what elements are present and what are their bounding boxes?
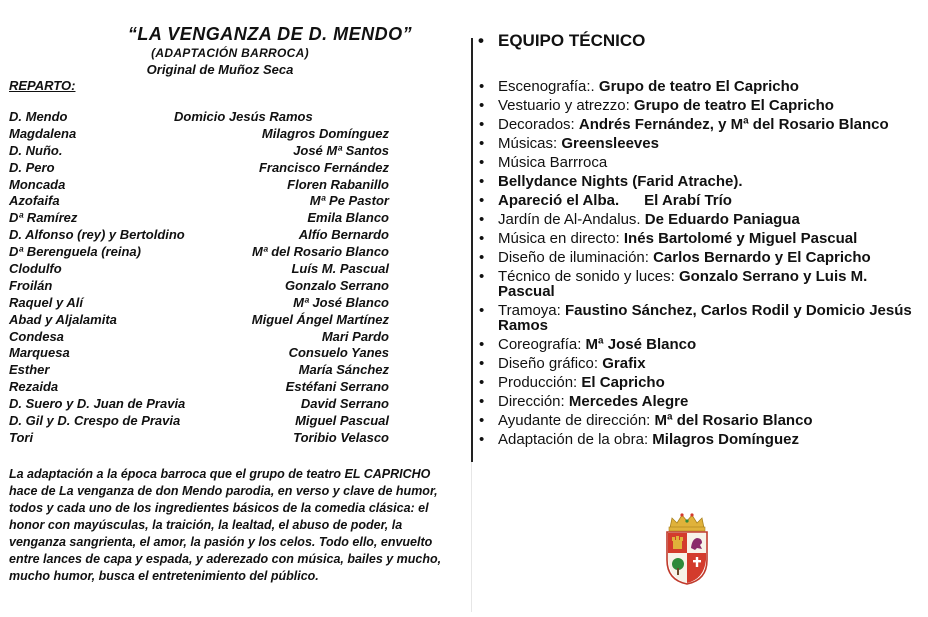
bullet-icon: •	[479, 355, 485, 372]
bullet-icon: •	[479, 135, 485, 152]
cast-role: D. Nuño.	[9, 142, 63, 158]
bullet-icon: •	[479, 393, 485, 410]
crew-label: Diseño de iluminación:	[498, 249, 654, 266]
crew-value: Faustino Sánchez, Carlos Rodil y Domicio Jesús Ramos	[498, 302, 912, 334]
bullet-icon: •	[479, 302, 485, 319]
crew-value: Mª José Blanco	[585, 336, 697, 353]
bullet-icon: •	[479, 173, 485, 190]
play-subtitle: (ADAPTACIÓN BARROCA)	[151, 46, 309, 60]
cast-role: Dª Berenguela (reina)	[9, 244, 141, 260]
cast-row	[9, 278, 389, 295]
cast-role: Dª Ramírez	[9, 210, 78, 226]
bullet-icon: •	[479, 211, 485, 228]
crew-item	[479, 413, 919, 428]
cast-list	[9, 109, 389, 447]
cast-actor: Emila Blanco	[307, 210, 389, 226]
crew-value: Grupo de teatro El Capricho	[633, 97, 834, 114]
cast-role: Abad y Aljalamita	[9, 311, 117, 327]
crew-value: Inés Bartolomé y Miguel Pascual	[623, 230, 858, 247]
crew-value: Greensleeves	[561, 135, 659, 152]
cast-role: Moncada	[9, 176, 66, 192]
cast-actor: Miguel Ángel Martínez	[251, 311, 389, 327]
cast-role: Froilán	[9, 277, 53, 293]
cast-role: Tori	[9, 429, 34, 445]
bullet-icon: •	[479, 268, 485, 285]
original-author: Original de Muñoz Seca	[146, 62, 294, 77]
crew-item	[479, 174, 919, 189]
crew-label: Técnico de sonido y luces:	[498, 268, 679, 285]
cast-row	[9, 210, 389, 227]
cast-row	[9, 430, 389, 447]
crew-label: Música en directo:	[498, 230, 624, 247]
crew-label: Escenografía:.	[498, 78, 599, 95]
crew-item	[479, 212, 919, 227]
bullet-icon: •	[479, 116, 485, 133]
bullet-icon: •	[478, 31, 484, 50]
crew-item	[479, 193, 919, 208]
bullet-icon: •	[479, 431, 485, 448]
cast-actor: Luís M. Pascual	[291, 261, 389, 277]
cast-role: Azofaifa	[9, 193, 60, 209]
crew-item	[479, 303, 919, 333]
cast-actor: Consuelo Yanes	[288, 345, 389, 361]
cast-actor: Francisco Fernández	[258, 159, 389, 175]
cast-row	[9, 396, 389, 413]
cast-row	[9, 379, 389, 396]
bullet-icon: •	[479, 374, 485, 391]
bullet-icon: •	[479, 412, 485, 429]
crew-label: Diseño gráfico:	[498, 355, 603, 372]
crew-item	[479, 98, 919, 113]
reparto-heading: REPARTO:	[9, 78, 76, 93]
cast-actor: Toribio Velasco	[293, 429, 389, 445]
cast-role: Condesa	[9, 328, 64, 344]
crew-value: Grupo de teatro El Capricho	[598, 78, 799, 95]
cast-role: Rezaida	[9, 379, 59, 395]
cast-actor: Domicio Jesús Ramos	[174, 109, 313, 124]
cast-role: Magdalena	[9, 125, 77, 141]
cast-actor: María Sánchez	[298, 362, 389, 378]
play-title: “LA VENGANZA DE D. MENDO”	[127, 24, 413, 44]
crew-item	[479, 269, 919, 299]
cast-row	[9, 160, 389, 177]
cast-actor: Gonzalo Serrano	[284, 277, 389, 293]
cast-actor: Mari Pardo	[321, 328, 389, 344]
cast-row	[9, 413, 389, 430]
column-divider	[471, 38, 473, 462]
crew-label: Dirección:	[498, 393, 569, 410]
cast-row	[9, 177, 389, 194]
cast-row	[9, 126, 389, 143]
crew-label: Ayudante de dirección:	[498, 412, 655, 429]
cast-actor: David Serrano	[300, 396, 389, 412]
crew-value: Milagros Domínguez	[652, 431, 799, 448]
crew-label: Música Barrroca	[498, 154, 608, 171]
bullet-icon: •	[479, 97, 485, 114]
coat-of-arms-icon	[662, 512, 712, 586]
crew-item	[479, 136, 919, 151]
cast-role: D. Suero y D. Juan de Pravia	[9, 396, 186, 412]
crew-label: Decorados:	[498, 116, 579, 133]
crew-item	[479, 337, 919, 352]
cast-actor: Mª José Blanco	[293, 294, 389, 310]
adaptation-paragraph: La adaptación a la época barroca que el grupo de teatro EL CAPRICHO hace de La venganza de don Mendo parodia, en verso y clave de humor, todos y cada uno de los ingredientes básicos de la comedia clásica: el honor con mayúsculas, la traición, la lealtad, el abuso de poder, la venganza sangrienta, el amor, la pasión y los celos. Todo ello, envuelto entre lances de capa y espada, y aderezado con música, bailes y mucho, mucho humor, busca el entretenimiento del público.	[9, 467, 442, 583]
crew-value: Mercedes Alegre	[568, 393, 689, 410]
cast-actor: Estéfani Serrano	[285, 379, 389, 395]
crew-item	[479, 79, 919, 94]
cast-row	[9, 295, 389, 312]
cast-row	[9, 193, 389, 210]
bullet-icon: •	[479, 336, 485, 353]
cast-actor: Mª Pe Pastor	[309, 193, 389, 209]
cast-row	[9, 329, 389, 346]
crew-value: Mª del Rosario Blanco	[654, 412, 813, 429]
crew-label: Vestuario y atrezzo:	[498, 97, 634, 114]
cast-actor: Alfío Bernardo	[298, 227, 389, 243]
crew-label: Producción:	[498, 374, 582, 391]
cast-role: Esther	[9, 362, 50, 378]
crew-list	[479, 79, 919, 451]
crew-item	[479, 231, 919, 246]
cast-role: Clodulfo	[9, 261, 62, 277]
cast-row	[9, 362, 389, 379]
equipo-heading: EQUIPO TÉCNICO	[498, 31, 646, 50]
crew-item	[479, 117, 919, 132]
cast-actor: José Mª Santos	[293, 142, 389, 158]
bullet-icon: •	[479, 154, 485, 171]
crew-item	[479, 375, 919, 390]
cast-row	[9, 312, 389, 329]
crew-value: Grafix	[602, 355, 646, 372]
cast-actor: Mª del Rosario Blanco	[251, 244, 389, 260]
crew-value: Gonzalo Serrano y Luis M. Pascual	[498, 268, 868, 300]
cast-role: D. Mendo	[9, 109, 68, 124]
crew-label: Coreografía:	[498, 336, 586, 353]
cast-role: Marquesa	[9, 345, 70, 361]
crew-value: Andrés Fernández, y Mª del Rosario Blanco	[578, 116, 889, 133]
bullet-icon: •	[479, 249, 485, 266]
crew-label: Adaptación de la obra:	[498, 431, 653, 448]
cast-row	[9, 109, 389, 126]
crew-value: Apareció el Alba. El Arabí Trío	[498, 192, 732, 209]
crew-item	[479, 394, 919, 409]
cast-actor: Floren Rabanillo	[287, 176, 389, 192]
bullet-icon: •	[479, 192, 485, 209]
crew-label: Tramoya:	[498, 302, 565, 319]
crew-item	[479, 250, 919, 265]
crew-value: Carlos Bernardo y El Capricho	[653, 249, 871, 266]
column-divider-faint	[471, 462, 472, 612]
cast-row	[9, 143, 389, 160]
crew-item	[479, 155, 919, 170]
equipo-heading-row	[478, 31, 645, 51]
cast-row	[9, 227, 389, 244]
cast-row	[9, 345, 389, 362]
bullet-icon: •	[479, 230, 485, 247]
cast-role: D. Alfonso (rey) y Bertoldino	[9, 227, 185, 243]
cast-role: D. Gil y D. Crespo de Pravia	[9, 413, 181, 429]
cast-role: Raquel y Alí	[9, 294, 83, 310]
cast-row	[9, 261, 389, 278]
cast-actor: Miguel Pascual	[295, 413, 389, 429]
crew-label: Jardín de Al-Andalus.	[498, 211, 645, 228]
crew-label: Músicas:	[498, 135, 562, 152]
bullet-icon: •	[479, 78, 485, 95]
crew-item	[479, 356, 919, 371]
crew-value: De Eduardo Paniagua	[644, 211, 800, 228]
cast-row	[9, 244, 389, 261]
cast-actor: Milagros Domínguez	[261, 125, 389, 141]
crew-item	[479, 432, 919, 447]
cast-role: D. Pero	[9, 159, 55, 175]
crew-value: Bellydance Nights (Farid Atrache).	[498, 173, 743, 190]
crew-value: El Capricho	[581, 374, 665, 391]
